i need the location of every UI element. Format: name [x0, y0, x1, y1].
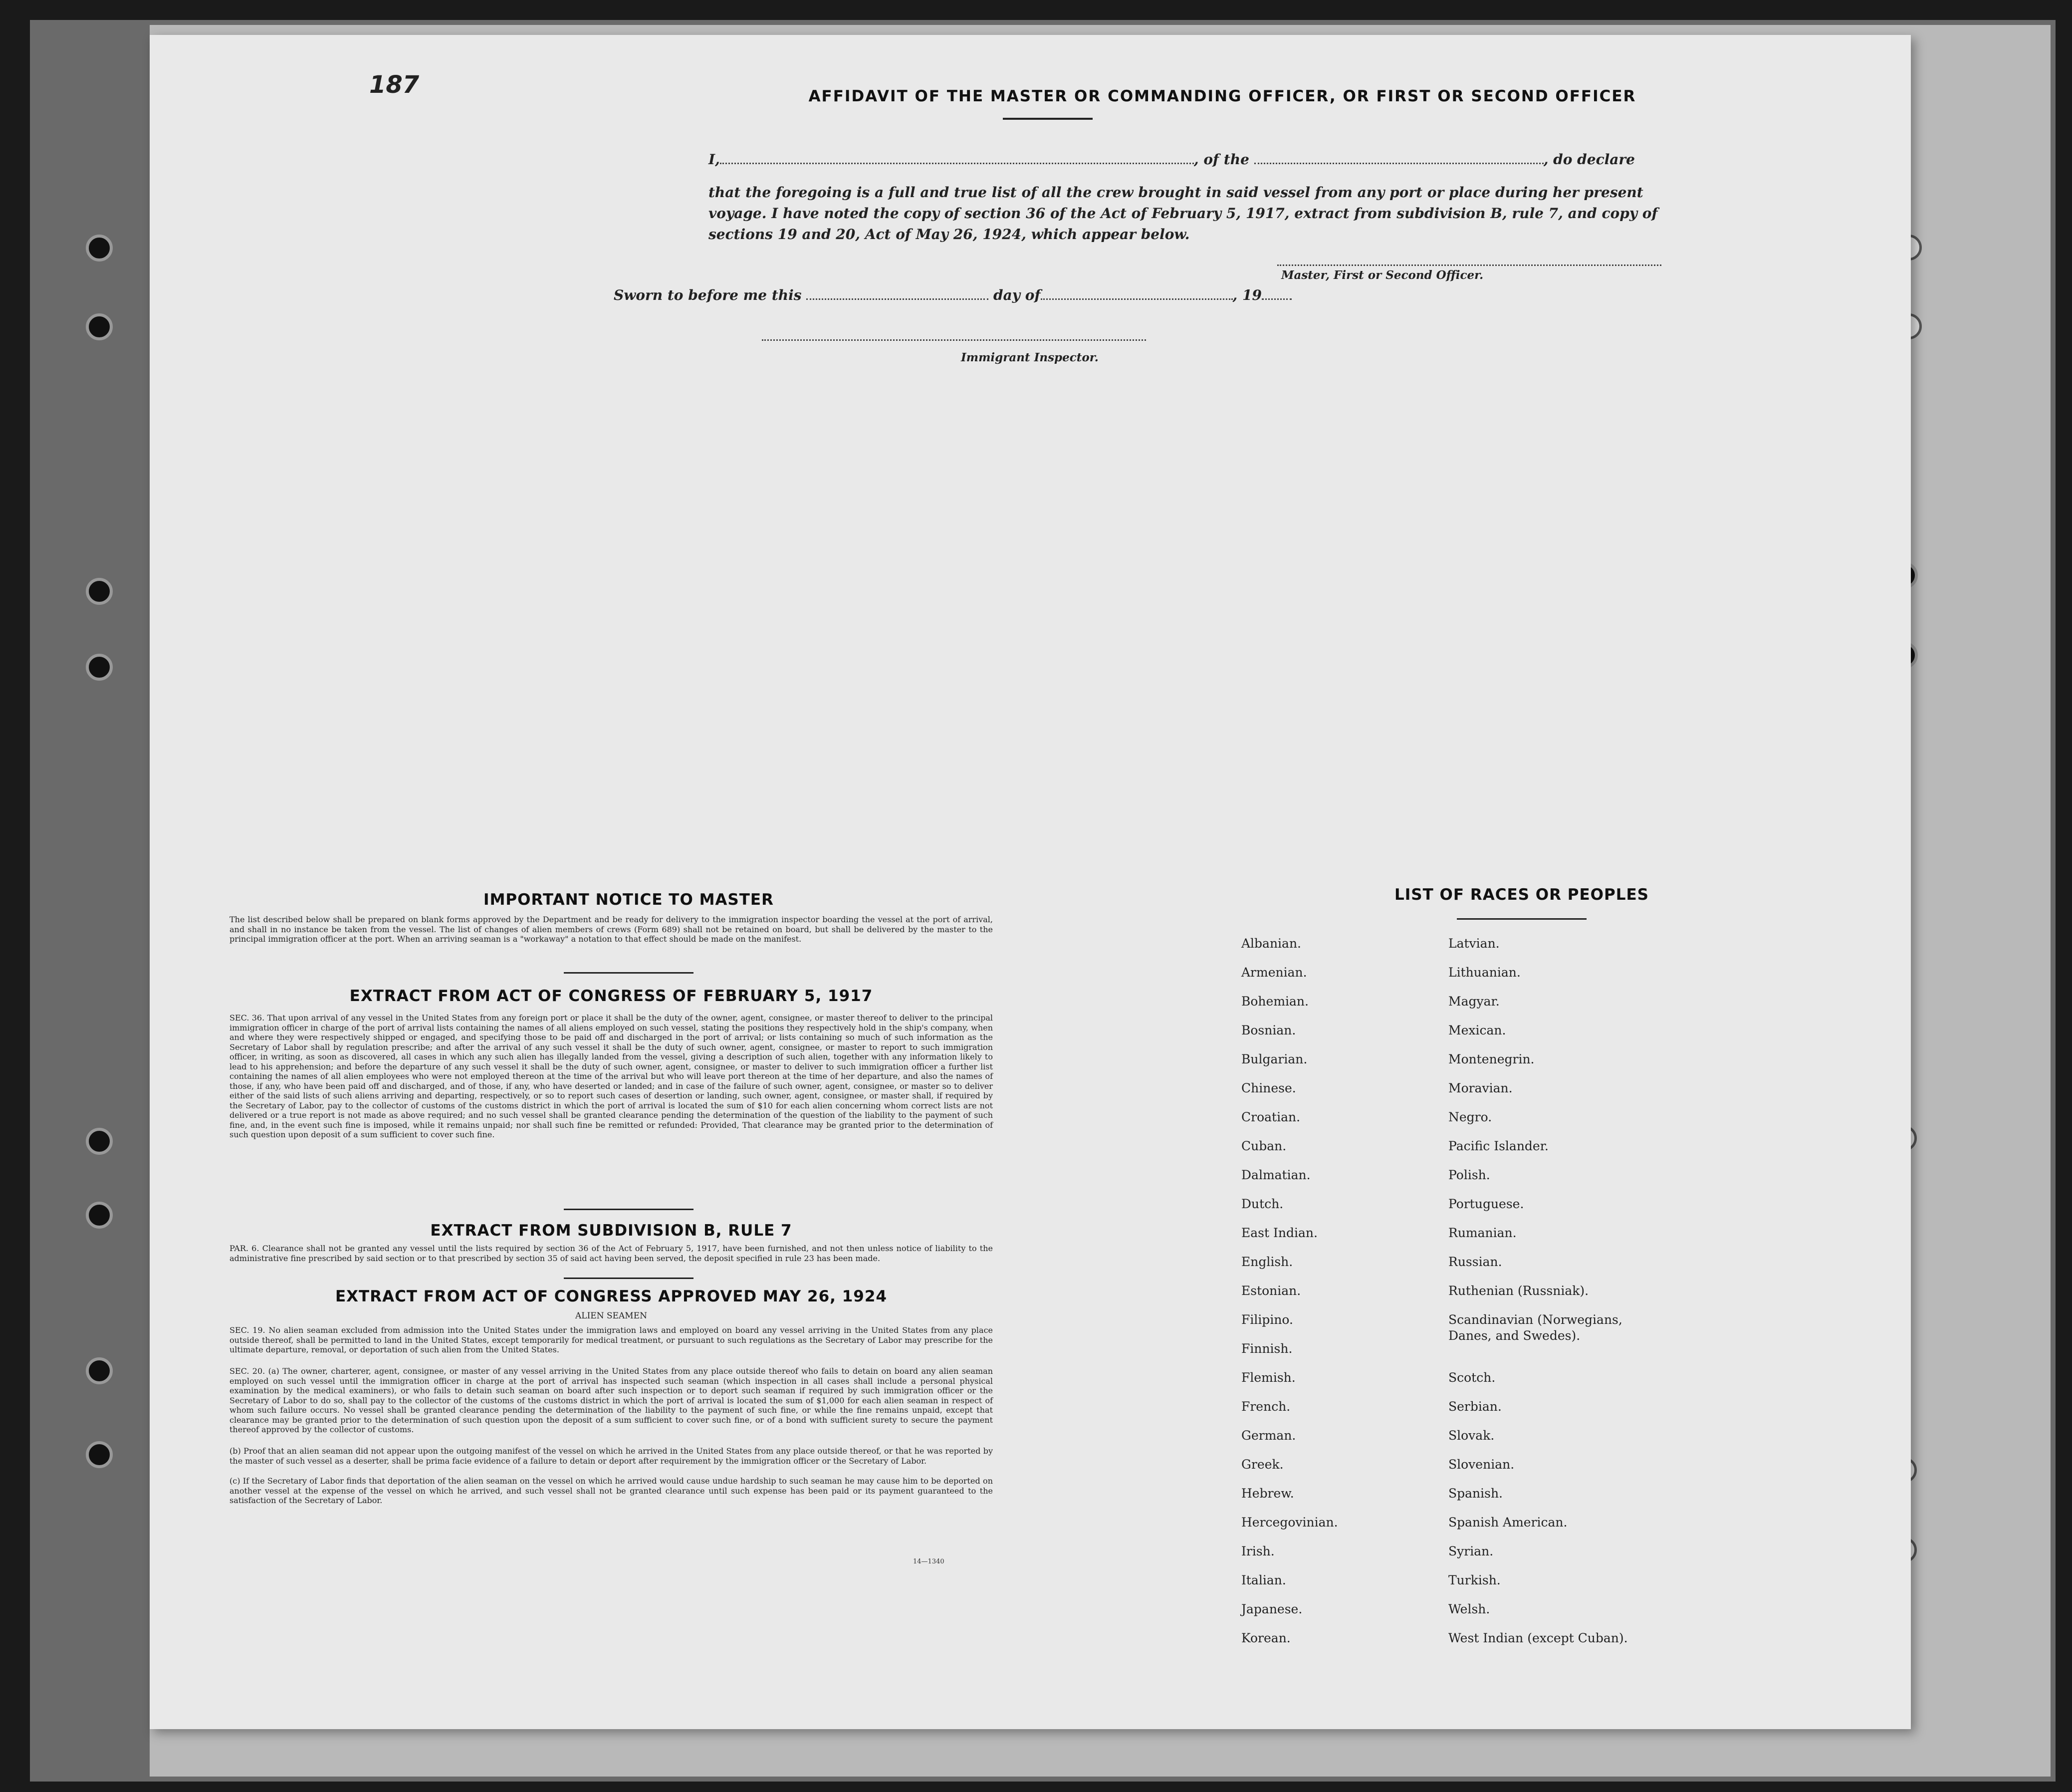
race-item: Polish.: [1448, 1168, 1490, 1182]
rule7-title: EXTRACT FROM SUBDIVISION B, RULE 7: [430, 1222, 792, 1240]
race-item: Italian.: [1241, 1573, 1286, 1587]
races-title-rule: [1457, 918, 1587, 920]
races-left-column: [1241, 936, 1441, 1659]
declaration-line: [708, 151, 1691, 168]
of-the-label: , of the: [1193, 151, 1249, 168]
inspector-signature-label: Immigrant Inspector.: [961, 351, 1099, 364]
race-item: Moravian.: [1448, 1081, 1513, 1095]
race-item: Turkish.: [1448, 1573, 1501, 1587]
race-item: Albanian.: [1241, 936, 1302, 951]
binder-hole: [86, 654, 113, 681]
race-item: Croatian.: [1241, 1110, 1301, 1124]
race-item: Pacific Islander.: [1448, 1139, 1549, 1153]
affidavit-title: AFFIDAVIT OF THE MASTER OR COMMANDING OFFICER, OR FIRST OR SECOND OFFICER: [808, 87, 1636, 105]
race-item: Korean.: [1241, 1631, 1291, 1645]
notice-text: The list described below shall be prepared on blank forms approved by the Department and be ready for delivery to the immigration inspector boarding the vessel at the port of arrival, and shall in no instance be taken from the vessel. The list of changes of alien members of crews (Form 689) shall not be retained on board, but shall be delivered by the master to the principal immigration officer at the port. When an arriving seaman is a "workaway" a notation to that effect should be made on the manifest.: [230, 915, 993, 944]
binder-hole: [86, 313, 113, 340]
sec19-text: SEC. 19. No alien seaman excluded from admission into the United States under the immigration laws and employed on board any vessel arriving in the United States from any place outside thereof, shall be permitted to land in the United States, except temporarily for medical treatment, or pursuant to such regulations as the Secretary of Labor may prescribe for the ultimate departure, removal, or deportation of such alien from the United States.: [230, 1325, 993, 1354]
extract-1917-text: SEC. 36. That upon arrival of any vessel in the United States from any foreign port or place it shall be the duty of the owner, agent, consignee, or master thereof to deliver to the principal immigration officer in charge of the port of arrival lists containing the names of all aliens employed on such vessel, stating the positions they respectively hold in the ship's company, when and where they were respectively shipped or engaged, and specifying those to be paid off and discharged in the port of arrival; or lists containing so much of such information as the Secretary of Labor shall by regulation prescribe; and after the arrival of any such vessel it shall be the duty of such owner, agent, consignee, or master to report to such immigration officer, in writing, as soon as discovered, all cases in which any such alien has illegally landed from the vessel, giving a description of such alien, together with any information likely to lead to his apprehension; and before the departure of any such vessel it shall be the duty of such owner, agent, consignee, or master to deliver to such immigration officer a further list containing the names of all alien employees who were not employed thereon at the time of the arrival but who will leave port thereon at the time of her departure, and also the names of those, if any, who have been paid off and discharged, and of those, if any, who have deserted or landed; and in case of the failure of such owner, agent, consignee, or master so to deliver either of the said lists of such aliens arriving and departing, respectively, or so to report such cases of desertion or landing, such owner, agent, consignee, or master shall, if required by the Secretary of Labor, pay to the collector of customs of the customs district in which the port of arrival is located the sum of $10 for each alien concerning whom correct lists are not delivered or a true report is not made as above required; and no such vessel shall be granted clearance pending the determination of the question of the liability to the payment of such fine, and, in the event such fine is imposed, while it remains unpaid; nor shall such fine be remitted or refunded: Provided, That clearance may be granted prior to the determination of such question upon deposit of a sum sufficient to cover such fine.: [230, 1013, 993, 1139]
binder-hole: [86, 1441, 113, 1468]
race-item: Slovenian.: [1448, 1457, 1515, 1472]
race-item: Spanish American.: [1448, 1515, 1568, 1530]
sworn-label: Sworn to before me this: [614, 287, 802, 303]
race-item: French.: [1241, 1399, 1291, 1414]
race-item: West Indian (except Cuban).: [1448, 1631, 1628, 1645]
race-item: Bohemian.: [1241, 994, 1309, 1009]
sec20b-text: (b) Proof that an alien seaman did not appear upon the outgoing manifest of the vessel on which he arrived in the United States from any place outside thereof, or that he was reported by the master of such vessel as a deserter, shall be prima facie evidence of a failure to detain or deport after requirement by the immigration officer or the Secretary of Labor.: [230, 1446, 993, 1466]
binder-hole: [86, 1202, 113, 1229]
race-item: Filipino.: [1241, 1312, 1293, 1327]
race-item: English.: [1241, 1255, 1293, 1269]
master-signature-label: Master, First or Second Officer.: [1281, 268, 1484, 282]
extract-1917-rule: [564, 1209, 693, 1210]
race-item: Dutch.: [1241, 1197, 1284, 1211]
rule7-rule: [564, 1278, 693, 1279]
race-item: Portuguese.: [1448, 1197, 1524, 1211]
race-item: Ruthenian (Russniak).: [1448, 1283, 1589, 1298]
day-of-label: day of: [993, 287, 1041, 303]
sworn-line: [614, 286, 1292, 303]
race-item: Bulgarian.: [1241, 1052, 1308, 1066]
binder-hole: [86, 1128, 113, 1155]
races-right-column: [1448, 936, 1668, 1659]
race-item: Montenegrin.: [1448, 1052, 1535, 1066]
race-item: Cuban.: [1241, 1139, 1287, 1153]
race-item: Scandinavian (Norwegians, Danes, and Swedes).: [1448, 1312, 1622, 1343]
year-label: , 19: [1232, 287, 1262, 303]
race-item: Latvian.: [1448, 936, 1500, 951]
race-item: Armenian.: [1241, 965, 1307, 980]
race-item: Serbian.: [1448, 1399, 1502, 1414]
race-item: Spanish.: [1448, 1486, 1503, 1501]
race-item: Rumanian.: [1448, 1226, 1517, 1240]
affidavit-body: that the foregoing is a full and true list of all the crew brought in said vessel from any port or place during her present voyage. I have noted the copy of section 36 of the Act of February 5, 1917, extract from subdivision B, rule 7, and copy of sections 19 and 20, Act of May 26, 1924, which appear below.: [708, 184, 1658, 243]
sec20a-text: SEC. 20. (a) The owner, charterer, agent, consignee, or master of any vessel arriving in the United States from any place outside thereof who fails to detain on board any alien seaman employed on such vessel until the immigration officer in charge at the port of arrival has inspected such seaman (which inspection in all cases shall include a personal physical examination by the medical examiners), or who fails to detain such seaman on board after such inspection or to deport such seaman if required by such immigration officer or the Secretary of Labor to do so, shall pay to the collector of the customs of the customs district in which the port of arrival is located the sum of $1,000 for each alien seaman in respect of whom such failure occurs. No vessel shall be granted clearance pending the determination of the liability to the payment of such fine, or while the fine remains unpaid, except that clearance may be granted prior to the determination of such question upon the deposit of a sum sufficient to cover such fine, or of a bond with sufficient surety to secure the payment thereof approved by the collector of customs.: [230, 1366, 993, 1434]
form-number: 14—1340: [913, 1558, 944, 1565]
notice-rule: [564, 972, 693, 974]
binder-hole: [86, 578, 113, 605]
race-item: East Indian.: [1241, 1226, 1318, 1240]
race-item: German.: [1241, 1428, 1296, 1443]
race-item: Flemish.: [1241, 1370, 1296, 1385]
page-number-mark: 187: [369, 71, 420, 99]
rule7-text: PAR. 6. Clearance shall not be granted any vessel until the lists required by section 36 of the Act of February 5, 1917, have been furnished, and not then unless notice of liability to the administrative fine prescribed by said section or to that prescribed by section 35 of said act having been served, the deposit specified in rule 23 has been made.: [230, 1244, 993, 1263]
race-item: Mexican.: [1448, 1023, 1506, 1037]
race-item: Greek.: [1241, 1457, 1284, 1472]
race-item: Estonian.: [1241, 1283, 1301, 1298]
races-title: LIST OF RACES OR PEOPLES: [1394, 886, 1649, 904]
race-item: Dalmatian.: [1241, 1168, 1311, 1182]
extract-1924-title: EXTRACT FROM ACT OF CONGRESS APPROVED MAY 26, 1924: [335, 1287, 888, 1305]
sworn-year-field[interactable]: [1262, 286, 1292, 300]
binder-hole: [86, 235, 113, 261]
race-item: Hercegovinian.: [1241, 1515, 1338, 1530]
title-underline: [1003, 118, 1093, 120]
race-item: Slovak.: [1448, 1428, 1495, 1443]
alien-seamen-subtitle: ALIEN SEAMEN: [575, 1311, 647, 1321]
master-name-field[interactable]: [720, 151, 1194, 164]
race-item: Irish.: [1241, 1544, 1275, 1558]
i-label: I,: [708, 151, 720, 168]
binder-hole: [86, 1357, 113, 1384]
race-item: Welsh.: [1448, 1602, 1490, 1616]
sec20c-text: (c) If the Secretary of Labor finds that deportation of the alien seaman on the vessel on which he arrived would cause undue hardship to such seaman he may cause him to be deported on another vessel at the expense of the vessel on which he arrived, and such vessel shall not be granted clearance until such expense has been paid or its payment guaranteed to the satisfaction of the Secretary of Labor.: [230, 1476, 993, 1505]
do-declare-label: , do declare: [1543, 151, 1635, 168]
sworn-month-field[interactable]: [1041, 286, 1233, 300]
race-item: Hebrew.: [1241, 1486, 1294, 1501]
race-item: Japanese.: [1241, 1602, 1303, 1616]
affidavit-sheet: [150, 35, 1911, 1729]
master-signature-line[interactable]: [1277, 264, 1661, 266]
race-item: Finnish.: [1241, 1341, 1293, 1356]
race-item: Lithuanian.: [1448, 965, 1521, 980]
vessel-name-field[interactable]: [1254, 151, 1544, 164]
race-item: Bosnian.: [1241, 1023, 1296, 1037]
race-item: Scotch.: [1448, 1370, 1496, 1385]
race-item: Negro.: [1448, 1110, 1492, 1124]
race-item: Syrian.: [1448, 1544, 1494, 1558]
inspector-signature-line[interactable]: [762, 339, 1146, 341]
race-item: Magyar.: [1448, 994, 1500, 1009]
notice-title: IMPORTANT NOTICE TO MASTER: [483, 891, 774, 909]
extract-1917-title: EXTRACT FROM ACT OF CONGRESS OF FEBRUARY 5, 1917: [349, 987, 873, 1005]
race-item: Chinese.: [1241, 1081, 1296, 1095]
sworn-day-field[interactable]: [806, 286, 988, 300]
race-item: Russian.: [1448, 1255, 1502, 1269]
